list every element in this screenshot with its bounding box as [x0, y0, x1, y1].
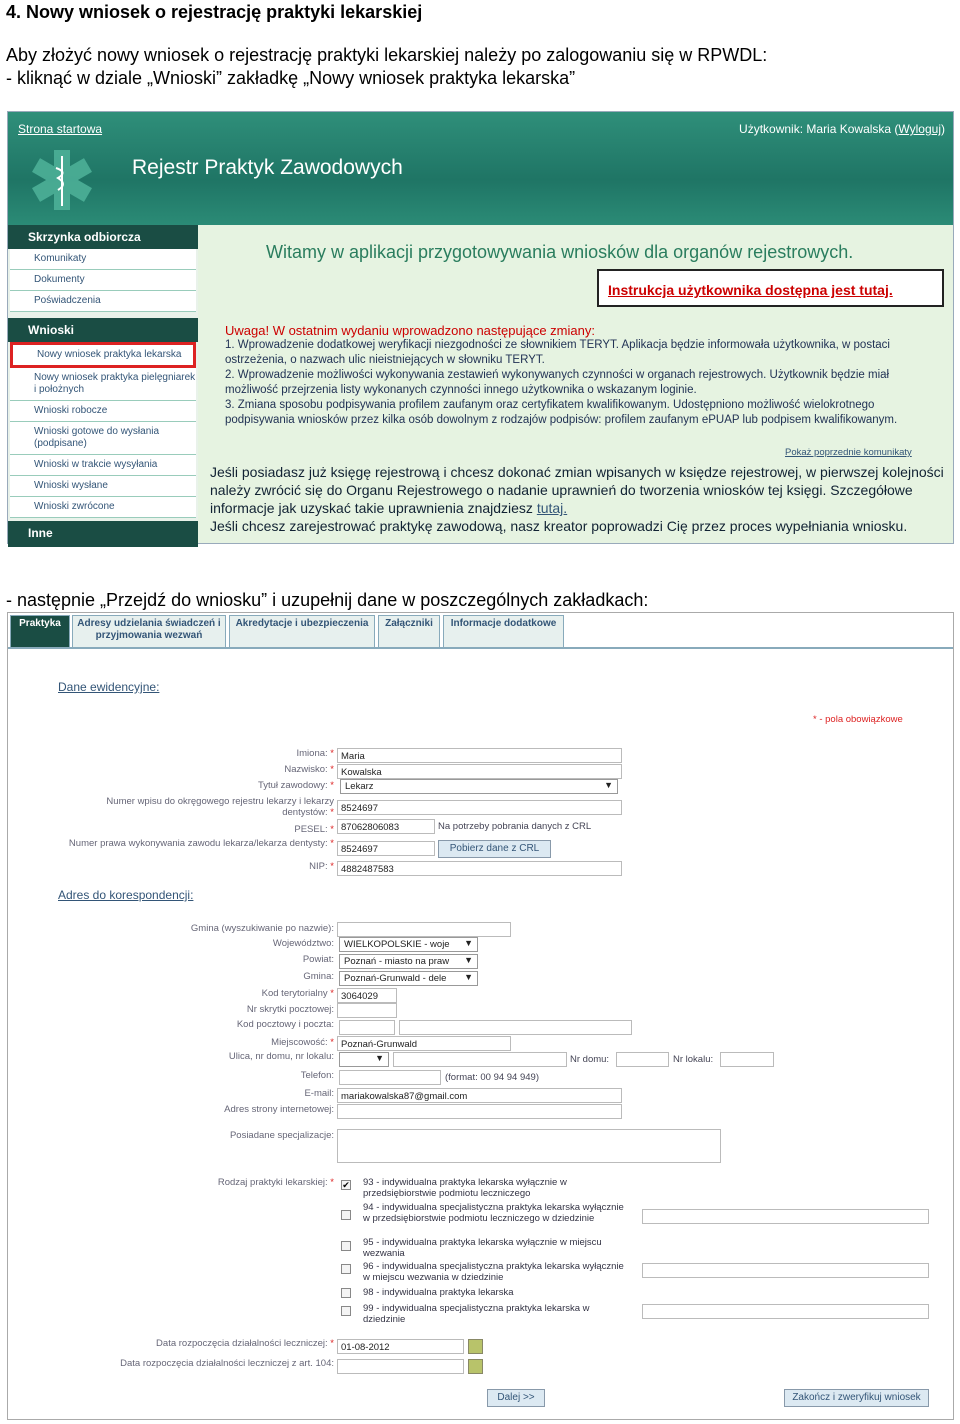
sidebar-header-requests: Wnioski [8, 318, 198, 342]
start-date-104-input[interactable] [337, 1359, 464, 1374]
app-screenshot-dashboard [7, 111, 954, 544]
chevron-down-icon: ▼ [375, 1053, 384, 1063]
info-paragraph: Jeśli posiadasz już księgę rejestrową i chcesz dokonać zmian wpisanych w księdze rejestrowej, w pierwszej kolejności należy zwrócić się do Organu Rejestrowego o nadanie uprawnień do tworzenia wniosków tej księgi. Szczegółowe informacje jak uzyskać takie uprawnienia znajdziesz [210, 464, 944, 516]
gmina-search-input[interactable] [337, 922, 511, 937]
user-name: Użytkownik: Maria Kowalska ( [739, 122, 899, 136]
chevron-down-icon: ▼ [464, 972, 473, 982]
practice-option-94-field[interactable] [642, 1209, 929, 1224]
section-registration-data: Dane ewidencyjne: [58, 680, 160, 694]
nip-input[interactable]: 4882487583 [337, 861, 622, 876]
show-previous-link[interactable]: Pokaż poprzednie komunikaty [785, 447, 912, 458]
info-paragraph-2: Jeśli chcesz zarejestrować praktykę zawodową, nasz kreator poprowadzi Cię przez proces wypełniania wniosku. [210, 518, 908, 534]
license-label: Numer prawa wykonywania zawodu lekarza/lekarza dentysty: * [68, 838, 334, 849]
sidebar-item-messages[interactable]: Komunikaty [10, 249, 196, 270]
fetch-crl-button[interactable]: Pobierz dane z CRL [438, 840, 551, 858]
tab-attachments[interactable]: Załączniki [378, 615, 440, 648]
app-title: Rejestr Praktyk Zawodowych [132, 156, 403, 179]
practice-type-label: Rodzaj praktyki lekarskiej: * [217, 1177, 334, 1188]
change-notice [225, 323, 925, 428]
house-no-input[interactable] [616, 1052, 669, 1067]
po-box-input[interactable] [337, 1003, 397, 1018]
phone-label: Telefon: [300, 1070, 334, 1081]
phone-input[interactable] [339, 1070, 441, 1085]
last-name-label-text: Nazwisko: [284, 764, 328, 775]
www-input[interactable] [337, 1104, 622, 1119]
practice-option-96-field[interactable] [642, 1263, 929, 1278]
section-correspondence-address: Adres do korespondencji: [58, 888, 194, 902]
notice-item: 3. Zmiana sposobu podpisywania profilem zaufanym oraz certyfikatem kwalifikowanym. Udostępniono możliwość wielokrotnego podpisywania wniosków przez kilka osób dowolnym z rodzajów podpisów: profilem zaufanym ePUAP lub podpisem kwalifikowanym. [225, 399, 898, 426]
specializations-label: Posiadane specjalizacje: [229, 1130, 334, 1141]
first-name-label-text: Imiona: [296, 748, 328, 759]
pesel-input[interactable]: 87062806083 [337, 819, 435, 834]
email-label: E-mail: [304, 1088, 334, 1099]
gmina-select-value: Poznań-Grunwald - dele [344, 973, 447, 984]
doc-instruction-1: Aby złożyć nowy wniosek o rejestrację praktyki lekarskiej należy po zalogowaniu się w RPWDL: [6, 45, 768, 65]
practice-option-93-checkbox[interactable]: ✔ [342, 1180, 350, 1190]
calendar-icon[interactable] [468, 1339, 483, 1354]
instruction-link[interactable]: Instrukcja użytkownika dostępna jest tutaj. [608, 282, 893, 298]
chevron-down-icon: ▼ [604, 780, 613, 790]
terr-code-label: Kod terytorialny * [261, 988, 334, 999]
www-label: Adres strony internetowej: [224, 1104, 334, 1115]
practice-option-94-label: 94 - indywidualna specjalistyczna praktyka lekarska wyłącznie w przedsiębiorstwie podmiotu leczniczego w dziedzinie [363, 1202, 624, 1224]
practice-option-99-checkbox[interactable] [341, 1306, 351, 1316]
voivodeship-select-value: WIELKOPOLSKIE - woje [344, 939, 450, 950]
street-prefix-select[interactable] [339, 1052, 389, 1067]
sidebar-item-certificates[interactable]: Poświadczenia [10, 291, 196, 312]
sidebar-item-documents[interactable]: Dokumenty [10, 270, 196, 291]
city-label: Miejscowość: * [271, 1037, 334, 1048]
practice-option-93-label: 93 - indywidualna praktyka lekarska wyłącznie w przedsiębiorstwie podmiotu leczniczego [363, 1177, 567, 1199]
sidebar-item-ready-to-send[interactable]: Wnioski gotowe do wysłania (podpisane) [10, 422, 196, 455]
tab-additional-info[interactable]: Informacje dodatkowe [443, 615, 564, 648]
house-no-label: Nr domu: [570, 1054, 610, 1065]
medical-star-logo-icon [28, 146, 96, 214]
title-label: Tytuł zawodowy: * [257, 780, 334, 791]
powiat-select-value: Poznań - miasto na praw [344, 956, 450, 967]
start-date-label: Data rozpoczęcia działalności leczniczej: * [156, 1338, 334, 1349]
calendar-icon[interactable] [468, 1359, 483, 1374]
city-input[interactable]: Poznań-Grunwald [337, 1036, 511, 1051]
first-name-label: Imiona: * [296, 748, 334, 759]
finish-verify-button[interactable]: Zakończ i zweryfikuj wniosek [784, 1389, 929, 1407]
sidebar [8, 225, 198, 543]
notice-item: 1. Wprowadzenie dodatkowej weryfikacji niezgodności ze słownikiem TERYT. Aplikacja będzie informowała użytkownika, w postaci ostrzeżenia, o nazwach ulic nieistniejących w słowniku TERYT. [225, 339, 890, 366]
app-screenshot-form [7, 612, 954, 1420]
license-label-text: Numer prawa wykonywania zawodu lekarza/lekarza dentysty: [68, 838, 328, 849]
info-link[interactable]: tutaj. [536, 500, 568, 516]
info-text [210, 463, 950, 535]
license-input[interactable]: 8524697 [337, 841, 435, 856]
apt-no-label: Nr lokalu: [673, 1054, 714, 1065]
start-date-label-text: Data rozpoczęcia działalności leczniczej: [156, 1338, 328, 1349]
welcome-heading: Witamy w aplikacji przygotowywania wniosków dla organów rejestrowych. [266, 242, 854, 262]
specializations-textarea[interactable] [337, 1129, 721, 1163]
phone-format-note: (format: 00 94 94 949) [445, 1072, 539, 1083]
tab-bar [8, 613, 953, 649]
practice-option-94-checkbox[interactable] [341, 1210, 351, 1220]
practice-option-98-label: 98 - indywidualna praktyka lekarska [363, 1287, 514, 1298]
post-office-input[interactable] [399, 1020, 632, 1035]
nip-label: NIP: * [309, 861, 334, 872]
notice-item: 2. Wprowadzenie możliwości wykonywania zestawień wykonywanych czynności w organach rejestrowych. Użytkownik będzie miał możliwość przejrzenia listy wykonanych czynności innego użytkownika o wskazanym loginie. [225, 369, 890, 396]
register-no-label: Numer wpisu do okręgowego rejestru lekarzy i lekarzy dentystów: * [106, 796, 334, 818]
powiat-label: Powiat: [302, 954, 334, 965]
register-no-input[interactable]: 8524697 [337, 800, 622, 815]
sidebar-header-other[interactable]: Inne [8, 521, 198, 547]
home-link[interactable]: Strona startowa [18, 122, 103, 136]
street-input[interactable] [393, 1052, 567, 1067]
first-name-input[interactable]: Maria [337, 748, 622, 763]
practice-option-99-field[interactable] [642, 1304, 929, 1319]
user-info [739, 122, 945, 136]
title-label-text: Tytuł zawodowy: [257, 780, 328, 791]
chevron-down-icon: ▼ [464, 938, 473, 948]
title-select[interactable] [340, 779, 618, 794]
tab-addresses[interactable]: Adresy udzielania świadczeń i przyjmowania wezwań [72, 615, 226, 648]
app-header [8, 112, 953, 225]
postal-label: Kod pocztowy i poczta: [236, 1019, 334, 1030]
tab-accreditations[interactable]: Akredytacje i ubezpieczenia [229, 615, 375, 648]
start-date-input[interactable]: 01-08-2012 [337, 1339, 464, 1354]
sidebar-item-sending[interactable]: Wnioski w trakcie wysyłania [10, 455, 196, 476]
pesel-label-text: PESEL: [294, 824, 328, 835]
apt-no-input[interactable] [720, 1052, 774, 1067]
practice-option-99-label: 99 - indywidualna specjalistyczna praktyka lekarska w dziedzinie [363, 1303, 590, 1325]
tab-practice[interactable]: Praktyka [10, 615, 70, 648]
last-name-input[interactable]: Kowalska [337, 764, 622, 779]
logout-link[interactable]: Wyloguj [898, 122, 941, 136]
sidebar-item-new-doctor-request[interactable]: Nowy wniosek praktyka lekarska [10, 342, 196, 368]
instruction-box [597, 269, 944, 307]
sidebar-item-drafts[interactable]: Wnioski robocze [10, 401, 196, 422]
doc-instruction-3: - następnie „Przejdź do wniosku” i uzupełnij dane w poszczególnych zakładkach: [6, 590, 649, 610]
gmina-search-label: Gmina (wyszukiwanie po nazwie): [190, 923, 334, 934]
required-note: * - pola obowiązkowe [813, 714, 903, 725]
email-input[interactable]: mariakowalska87@gmail.com [337, 1088, 622, 1103]
nip-label-text: NIP: [309, 861, 328, 872]
practice-type-label-text: Rodzaj praktyki lekarskiej: [217, 1177, 328, 1188]
street-label: Ulica, nr domu, nr lokalu: [228, 1051, 334, 1062]
chevron-down-icon: ▼ [464, 955, 473, 965]
register-no-label-text: Numer wpisu do okręgowego rejestru lekarzy i lekarzy dentystów: [106, 796, 334, 818]
terr-code-input[interactable]: 3064029 [337, 988, 397, 1003]
doc-instruction-2: - kliknąć w dziale „Wnioski” zakładkę „Nowy wniosek praktyka lekarska” [6, 68, 576, 88]
last-name-label: Nazwisko: * [284, 764, 334, 775]
voivodeship-select[interactable] [339, 937, 478, 952]
practice-option-96-checkbox[interactable] [341, 1264, 351, 1274]
user-suffix: ) [941, 122, 945, 136]
practice-option-98-checkbox[interactable] [341, 1288, 351, 1298]
terr-code-label-text: Kod terytorialny [261, 988, 328, 999]
next-button[interactable]: Dalej >> [487, 1389, 545, 1407]
doc-heading: 4. Nowy wniosek o rejestrację praktyki lekarskiej [6, 2, 423, 22]
sidebar-item-sent[interactable]: Wnioski wysłane [10, 476, 196, 497]
notice-warning: Uwaga! W ostatnim wydaniu wprowadzono następujące zmiany: [225, 323, 595, 338]
voivodeship-label: Województwo: [272, 938, 334, 949]
po-box-label: Nr skrytki pocztowej: [246, 1004, 334, 1015]
sidebar-item-new-nurse-request[interactable]: Nowy wniosek praktyka pielęgniarek i położnych [10, 368, 196, 401]
sidebar-item-returned[interactable]: Wnioski zwrócone [10, 497, 196, 518]
practice-option-96-label: 96 - indywidualna specjalistyczna praktyka lekarska wyłącznie w miejscu wezwania w dziedzinie [363, 1261, 624, 1283]
powiat-select[interactable] [339, 954, 478, 969]
start-date-104-label: Data rozpoczęcia działalności leczniczej z art. 104: [120, 1358, 334, 1369]
city-label-text: Miejscowość: [271, 1037, 328, 1048]
postal-code-input[interactable] [339, 1020, 395, 1035]
gmina-select[interactable] [339, 971, 478, 986]
practice-option-95-label: 95 - indywidualna praktyka lekarska wyłącznie w miejscu wezwania [363, 1237, 602, 1259]
gmina-label: Gmina: [303, 971, 334, 982]
title-select-value: Lekarz [345, 781, 374, 792]
pesel-label: PESEL: * [294, 824, 334, 835]
sidebar-header-inbox: Skrzynka odbiorcza [8, 225, 198, 249]
practice-option-95-checkbox[interactable] [341, 1241, 351, 1251]
pesel-note: Na potrzeby pobrania danych z CRL [438, 821, 592, 832]
